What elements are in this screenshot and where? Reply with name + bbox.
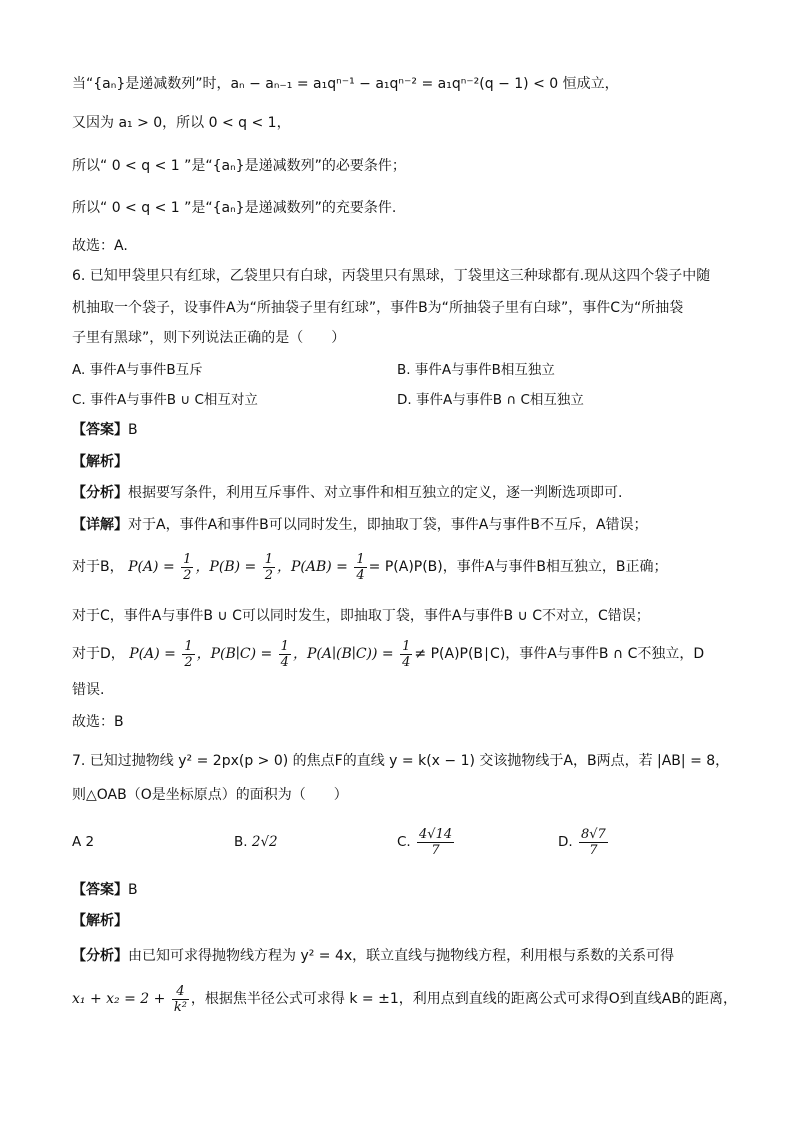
solution-line-2: 又因为 a₁ > 0，所以 0 < q < 1，	[72, 115, 291, 131]
option-c-label: C.	[397, 834, 411, 850]
pa-label: P(A) =	[129, 646, 176, 662]
q6-choose: 故选：B	[72, 714, 124, 730]
answer-value: B	[128, 882, 138, 898]
q7-fenxi-1	[72, 946, 674, 966]
q7-option-d	[558, 822, 610, 862]
q6-analysis-tag	[72, 452, 128, 472]
fraction-quarter: $\frac{1}{4}$	[280, 638, 289, 670]
q6-option-b: B. 事件A与事件B相互独立	[397, 362, 555, 378]
fenxi-text: 由已知可求得抛物线方程为 y² = 4x，联立直线与抛物线方程，利用根与系数的关系可得	[128, 948, 675, 964]
case-b-tail: = P(A)P(B)，事件A与事件B相互独立，B正确；	[368, 559, 668, 575]
solution-line-4: 所以“ 0 < q < 1 ”是“{aₙ}是递减数列”的充要条件.	[72, 200, 397, 216]
q7-stem-1: 7. 已知过抛物线 y² = 2px(p > 0) 的焦点F的直线 y = k(x − 1) 交该抛物线于A，B两点，若 |AB| = 8，	[72, 753, 730, 769]
option-b-label: B.	[234, 834, 248, 850]
q6-option-a: A. 事件A与事件B互斥	[72, 362, 203, 378]
fenxi-tail: ，根据焦半径公式可求得 k = ±1，利用点到直线的距离公式可求得O到直线AB的距离，	[190, 991, 737, 1007]
q6-option-c: C. 事件A与事件B ∪ C相互对立	[72, 392, 258, 408]
fraction-quarter: $\frac{1}{4}$	[356, 551, 365, 583]
q6-stem-1: 6. 已知甲袋里只有红球，乙袋里只有白球，丙袋里只有黑球，丁袋里这三种球都有.现从这四个袋子中随	[72, 268, 711, 284]
analysis-tag: 【解析】	[72, 913, 128, 929]
case-d-prefix: 对于D，	[72, 646, 125, 662]
p-cond-label: ，P(A∣(B∣C)) =	[292, 646, 394, 662]
fraction-half: $\frac{1}{2}$	[264, 551, 273, 583]
answer-tag: 【答案】	[72, 882, 128, 898]
choose-line: 故选：A.	[72, 238, 128, 254]
pa-label: P(A) =	[128, 559, 175, 575]
q6-option-d: D. 事件A与事件B ∩ C相互独立	[397, 392, 584, 408]
fraction-half: $\frac{1}{2}$	[183, 551, 192, 583]
q6-xiangjie	[72, 515, 648, 535]
fenxi-tag: 【分析】	[72, 948, 128, 964]
fraction-half: $\frac{1}{2}$	[184, 638, 193, 670]
q7-option-c	[397, 822, 456, 862]
q7-option-a: A 2	[72, 834, 95, 850]
option-d-fraction: $\frac{8√7}{7}$	[580, 826, 606, 858]
case-b-prefix: 对于B，	[72, 559, 124, 575]
case-d-tail: ≠ P(A)P(B∣C)，事件A与事件B ∩ C不独立，D	[414, 646, 705, 662]
q6-stem-3: 子里有黑球”，则下列说法正确的是（ ）	[72, 330, 346, 346]
xiangjie-tag: 【详解】	[72, 517, 128, 533]
xiangjie-text: 对于A，事件A和事件B可以同时发生，即抽取丁袋，事件A与事件B不互斥，A错误；	[128, 517, 648, 533]
fenxi-text: 根据要写条件，利用互斥事件、对立事件和相互独立的定义，逐一判断选项即可.	[128, 485, 623, 501]
q6-case-c: 对于C，事件A与事件B ∪ C可以同时发生，即抽取丁袋，事件A与事件B ∪ C不对立，C错误；	[72, 608, 650, 624]
q6-case-d	[72, 638, 704, 670]
q6-answer	[72, 420, 138, 440]
pbc-label: ，P(B∣C) =	[196, 646, 273, 662]
q7-answer	[72, 880, 138, 900]
option-b-value: 2√2	[251, 834, 278, 850]
q7-fenxi-2	[72, 982, 737, 1016]
q6-fenxi	[72, 483, 622, 503]
fraction-quarter: $\frac{1}{4}$	[402, 638, 411, 670]
option-d-label: D.	[558, 834, 573, 850]
pab-label: ，P(AB) =	[276, 559, 348, 575]
fenxi-tag: 【分析】	[72, 485, 128, 501]
q7-analysis-tag	[72, 911, 128, 931]
answer-tag: 【答案】	[72, 422, 128, 438]
q6-case-b	[72, 551, 668, 583]
q6-case-d-end: 错误.	[72, 682, 105, 698]
solution-line-3: 所以“ 0 < q < 1 ”是“{aₙ}是递减数列”的必要条件；	[72, 158, 406, 174]
option-c-fraction: $\frac{4√14}{7}$	[419, 826, 453, 858]
solution-line-1: 当“{aₙ}是递减数列”时，aₙ − aₙ₋₁ = a₁qⁿ⁻¹ − a₁qⁿ⁻² = a₁qⁿ⁻²(q − 1) < 0 恒成立，	[72, 76, 619, 92]
pb-label: ，P(B) =	[195, 559, 257, 575]
answer-value: B	[128, 422, 138, 438]
fraction-4-over-k2: $\frac{4}{\text{k²}}$	[173, 983, 187, 1015]
q7-option-b	[234, 832, 278, 852]
q6-stem-2: 机抽取一个袋子，设事件A为“所抽袋子里有红球”，事件B为“所抽袋子里有白球”，事件C为“所抽袋	[72, 300, 684, 316]
q7-stem-2: 则△OAB（O是坐标原点）的面积为（ ）	[72, 787, 348, 803]
sum-expression: x₁ + x₂ = 2 +	[72, 991, 166, 1007]
analysis-tag: 【解析】	[72, 454, 128, 470]
